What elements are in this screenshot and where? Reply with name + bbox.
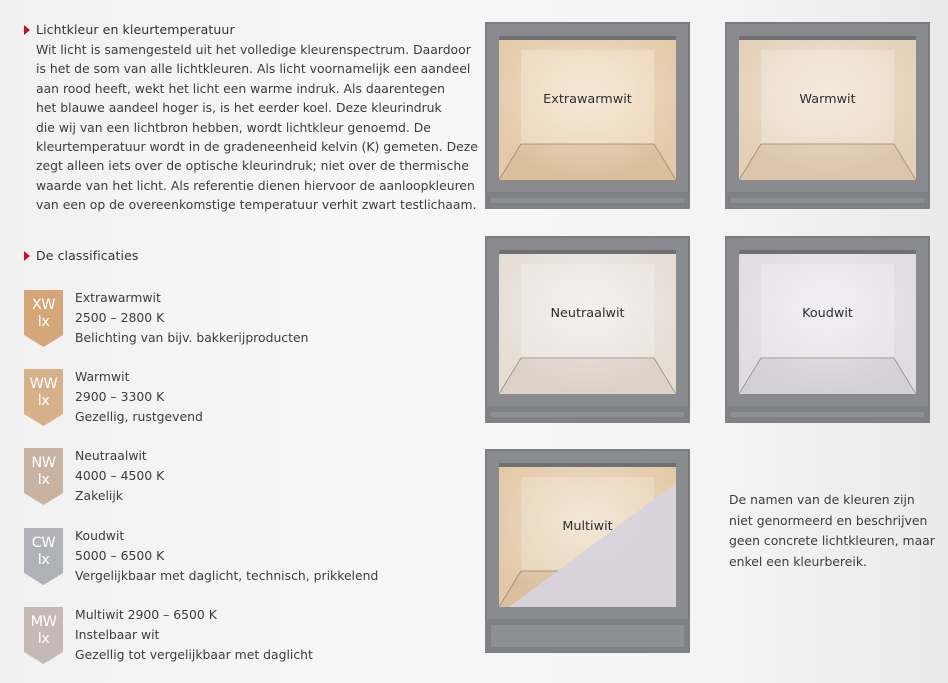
classification-name: Extrawarmwit bbox=[75, 290, 161, 305]
badge-abbr: MW bbox=[30, 614, 57, 630]
badge-sub: lx bbox=[37, 631, 50, 647]
classification-item-cw bbox=[24, 526, 464, 586]
ww-badge-icon bbox=[24, 369, 63, 426]
room-label: Koudwit bbox=[802, 306, 853, 321]
classification-name: Koudwit bbox=[75, 528, 125, 543]
intro-line: van een op de overeenkomstige temperatuur verhit zwart testlichaam. bbox=[36, 197, 477, 213]
room-illustration bbox=[725, 22, 930, 209]
section-heading-text: Lichtkleur en kleurtemperatuur bbox=[36, 22, 235, 37]
intro-paragraph bbox=[36, 40, 476, 215]
note-paragraph bbox=[729, 490, 939, 572]
badge-sub: lx bbox=[37, 393, 50, 409]
classification-range: 2900 – 3300 K bbox=[75, 388, 165, 404]
room-label: Warmwit bbox=[799, 92, 856, 107]
badge-sub: lx bbox=[37, 472, 50, 488]
classification-name: Neutraalwit bbox=[75, 448, 147, 463]
badge-abbr: XW bbox=[31, 297, 56, 313]
classification-name: Warmwit bbox=[75, 369, 130, 384]
intro-line: die wij van een lichtbron hebben, wordt lichtkleur genoemd. De bbox=[36, 119, 431, 135]
badge-abbr: NW bbox=[31, 455, 56, 471]
classification-item-nw bbox=[24, 446, 464, 506]
section-heading-classificaties bbox=[24, 248, 138, 263]
classification-item-xw bbox=[24, 288, 464, 348]
bullet-arrow-icon bbox=[24, 251, 30, 261]
room-koudwit bbox=[725, 236, 930, 423]
classification-desc: Vergelijkbaar met daglicht, technisch, prikkelend bbox=[75, 567, 379, 583]
intro-line: Wit licht is samengesteld uit het volledige kleurenspectrum. Daardoor bbox=[36, 42, 471, 57]
intro-line: het blauwe aandeel hoger is, is het eerder koel. Deze kleurindruk bbox=[36, 100, 442, 116]
room-multiwit bbox=[485, 449, 690, 653]
intro-line: waarde van het licht. Als referentie dienen hiervoor de aanloopkleuren bbox=[36, 177, 475, 193]
intro-line: zegt alleen iets over de optische kleurindruk; niet over de thermische bbox=[36, 158, 469, 174]
badge-sub: lx bbox=[37, 552, 50, 568]
intro-line: kleurtemperatuur wordt in de gradeneenheid kelvin (K) gemeten. Deze bbox=[36, 139, 478, 155]
bullet-arrow-icon bbox=[24, 25, 30, 35]
room-illustration bbox=[725, 236, 930, 423]
classification-name: Multiwit 2900 – 6500 K bbox=[75, 607, 217, 622]
room-illustration bbox=[485, 449, 690, 653]
room-label: Extrawarmwit bbox=[543, 92, 632, 107]
room-illustration bbox=[485, 236, 690, 423]
room-neutraalwit bbox=[485, 236, 690, 423]
classification-item-ww bbox=[24, 367, 464, 427]
badge-abbr: WW bbox=[29, 376, 58, 392]
room-warmwit bbox=[725, 22, 930, 209]
intro-line: aan rood heeft, wekt het licht een warme indruk. Als daarentegen bbox=[36, 80, 446, 96]
note-line: geen concrete lichtkleuren, maar bbox=[729, 533, 935, 548]
classification-desc: Zakelijk bbox=[75, 487, 123, 503]
intro-line: is het de som van alle lichtkleuren. Als licht voornamelijk een aandeel bbox=[36, 61, 471, 77]
room-label: Neutraalwit bbox=[550, 306, 625, 321]
classification-desc: Gezellig tot vergelijkbaar met daglicht bbox=[75, 646, 313, 662]
mw-badge-icon bbox=[24, 607, 63, 664]
classification-range: Instelbaar wit bbox=[75, 626, 160, 642]
classification-range: 2500 – 2800 K bbox=[75, 309, 165, 325]
room-extrawarmwit bbox=[485, 22, 690, 209]
room-label: Multiwit bbox=[562, 519, 613, 534]
classification-item-mw bbox=[24, 605, 464, 665]
room-illustration bbox=[485, 22, 690, 209]
note-line: niet genormeerd en beschrijven bbox=[729, 512, 928, 528]
badge-sub: lx bbox=[37, 314, 50, 330]
classification-desc: Belichting van bijv. bakkerijproducten bbox=[75, 329, 309, 345]
note-line: enkel een kleurbereik. bbox=[729, 553, 867, 569]
note-line: De namen van de kleuren zijn bbox=[729, 492, 915, 507]
cw-badge-icon bbox=[24, 528, 63, 585]
classification-desc: Gezellig, rustgevend bbox=[75, 408, 203, 424]
section-heading-lichtkleur bbox=[24, 22, 235, 37]
section-heading-text: De classificaties bbox=[36, 248, 139, 263]
classification-range: 4000 – 4500 K bbox=[75, 467, 165, 483]
nw-badge-icon bbox=[24, 448, 63, 505]
badge-abbr: CW bbox=[31, 535, 56, 551]
classification-range: 5000 – 6500 K bbox=[75, 547, 165, 563]
xw-badge-icon bbox=[24, 290, 63, 347]
